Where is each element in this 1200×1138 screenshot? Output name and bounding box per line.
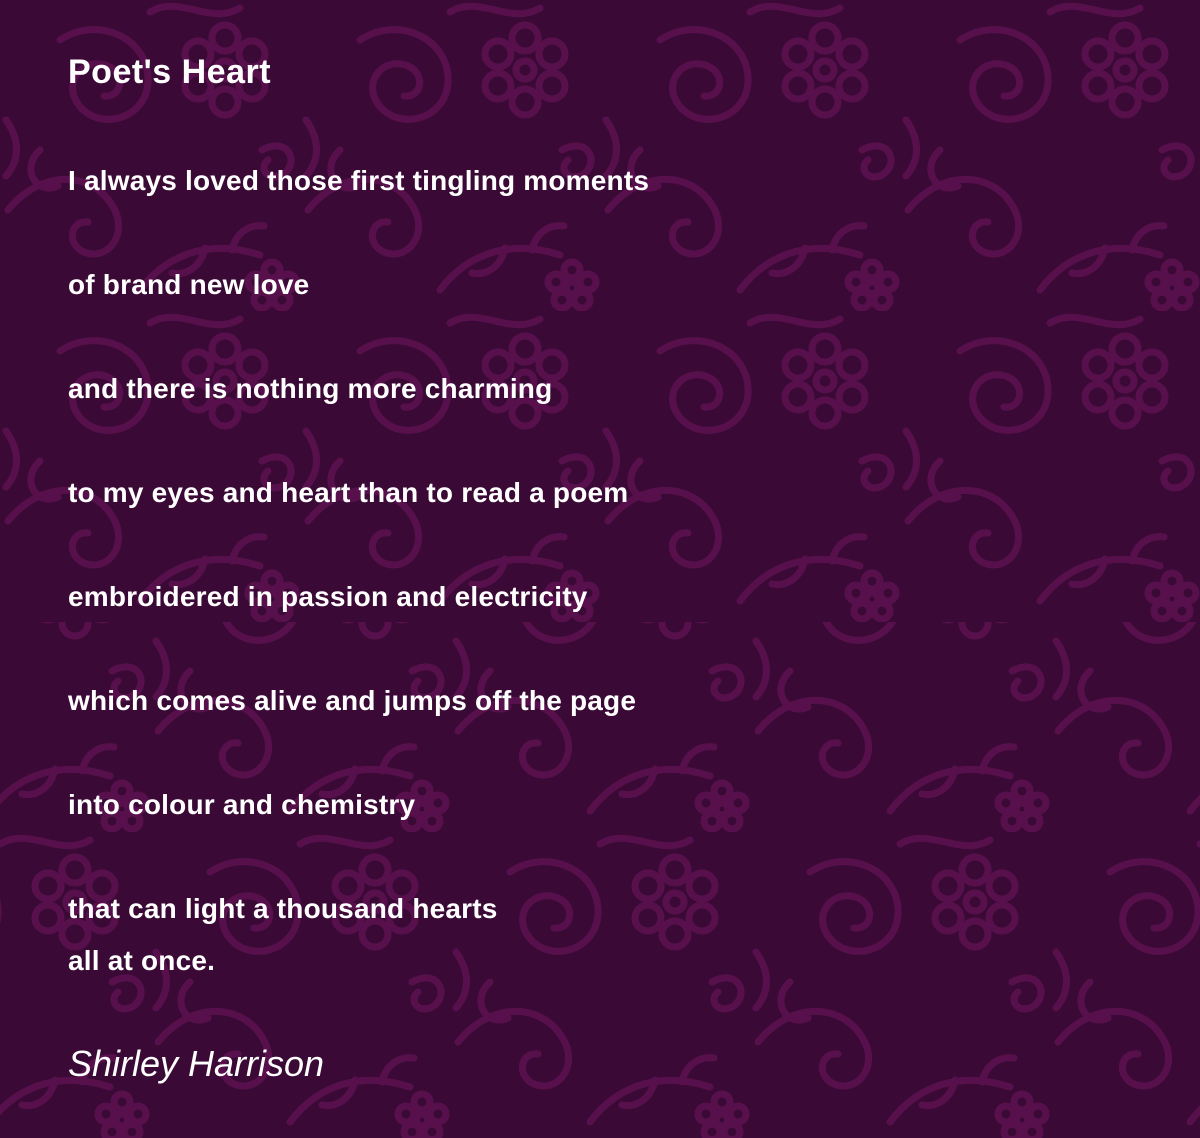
poem-line: of brand new love	[68, 268, 310, 300]
poem-line: and there is nothing more charming	[68, 372, 553, 404]
poem-line: to my eyes and heart than to read a poem	[68, 476, 629, 508]
poem-line: all at once.	[68, 944, 216, 976]
poem-line: I always loved those first tingling moments	[68, 164, 650, 196]
poem-author: Shirley Harrison	[68, 1042, 325, 1084]
poem-line: into colour and chemistry	[68, 788, 416, 820]
poem-line: embroidered in passion and electricity	[68, 580, 588, 612]
poem-line: that can light a thousand hearts	[68, 892, 498, 924]
poem-title: Poet's Heart	[68, 53, 272, 91]
poem-content	[68, 0, 1160, 1085]
poem-line: which comes alive and jumps off the page	[68, 684, 637, 716]
